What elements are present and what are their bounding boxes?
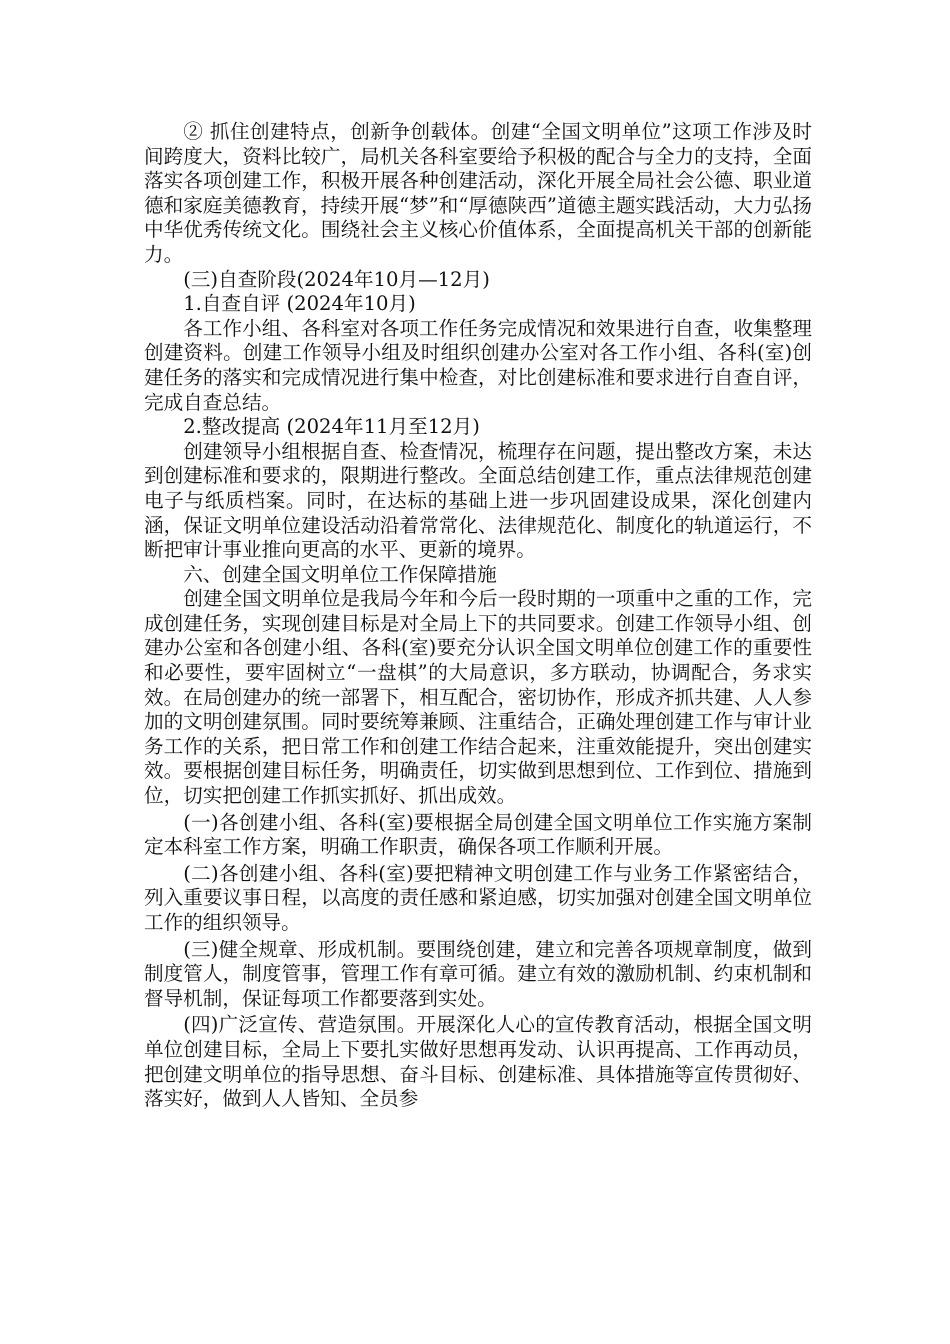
- paragraph-measure-1: (一)各创建小组、各科(室)要根据全局创建全国文明单位工作实施方案制定本科室工作方案，明确工作职责，确保各项工作顺利开展。: [144, 810, 812, 859]
- paragraph-measure-2: (二)各创建小组、各科(室)要把精神文明创建工作与业务工作紧密结合，列入重要议事日程，以高度的责任感和紧迫感，切实加强对创建全国文明单位工作的组织领导。: [144, 861, 812, 934]
- paragraph-self-evaluation: 各工作小组、各科室对各项工作任务完成情况和效果进行自查，收集整理创建资料。创建工作领导小组及时组织创建办公室对各工作小组、各科(室)创建任务的落实和完成情况进行集中检查，对比创建标准和要求进行自查自评，完成自查总结。: [144, 316, 812, 414]
- paragraph-guarantee-overview: 创建全国文明单位是我局今年和今后一段时期的一项重中之重的工作，完成创建任务，实现创建目标是对全局上下的共同要求。创建工作领导小组、创建办公室和各创建小组、各科(室)要充分认识全国文明单位创建工作的重要性和必要性，要牢固树立“一盘棋”的大局意识，多方联动，协调配合，务求实效。在局创建办的统一部署下，相互配合，密切协作，形成齐抓共建、人人参加的文明创建氛围。同时要统筹兼顾、注重结合，正确处理创建工作与审计业务工作的关系，把日常工作和创建工作结合起来，注重效能提升，突出创建实效。要根据创建目标任务，明确责任，切实做到思想到位、工作到位、措施到位，切实把创建工作抓实抓好、抓出成效。: [144, 587, 812, 808]
- heading-self-evaluation: 1.自查自评 (2024年10月): [183, 292, 416, 316]
- paragraph-measure-4: (四)广泛宣传、营造氛围。开展深化人心的宣传教育活动，根据全国文明单位创建目标，全局上下要扎实做好思想再发动、认识再提高、工作再动员，把创建文明单位的指导思想、奋斗目标、创建标准、具体措施等宣传贯彻好、落实好，做到人人皆知、全员参: [144, 1013, 812, 1111]
- paragraph-feature-carrier: ② 抓住创建特点，创新争创载体。创建“全国文明单位”这项工作涉及时间跨度大，资料比较广，局机关各科室要给予积极的配合与全力的支持，全面落实各项创建工作，积极开展各种创建活动，深化开展全局社会公德、职业道德和家庭美德教育，持续开展“梦”和“厚德陕西”道德主题实践活动，大力弘扬中华优秀传统文化。围绕社会主义核心价值体系，全面提高机关干部的创新能力。: [144, 120, 812, 266]
- paragraph-rectification: 创建领导小组根据自查、检查情况，梳理存在问题，提出整改方案，未达到创建标准和要求的，限期进行整改。全面总结创建工作，重点法律规范创建电子与纸质档案。同时，在达标的基础上进一步巩固建设成果，深化创建内涵，保证文明单位建设活动沿着常常化、法律规范化、制度化的轨道运行，不断把审计事业推向更高的水平、更新的境界。: [144, 439, 812, 562]
- paragraph-measure-3: (三)健全规章、形成机制。要围绕创建，建立和完善各项规章制度，做到制度管人，制度管事，管理工作有章可循。建立有效的激励机制、约束机制和督导机制，保证每项工作都要落到实处。: [144, 937, 812, 1010]
- heading-self-check-stage: (三)自查阶段(2024年10月—12月): [183, 267, 490, 291]
- document-body: [144, 120, 812, 1112]
- heading-rectification: 2.整改提高 (2024年11月至12月): [183, 415, 480, 439]
- heading-section-six: 六、创建全国文明单位工作保障措施: [183, 562, 497, 586]
